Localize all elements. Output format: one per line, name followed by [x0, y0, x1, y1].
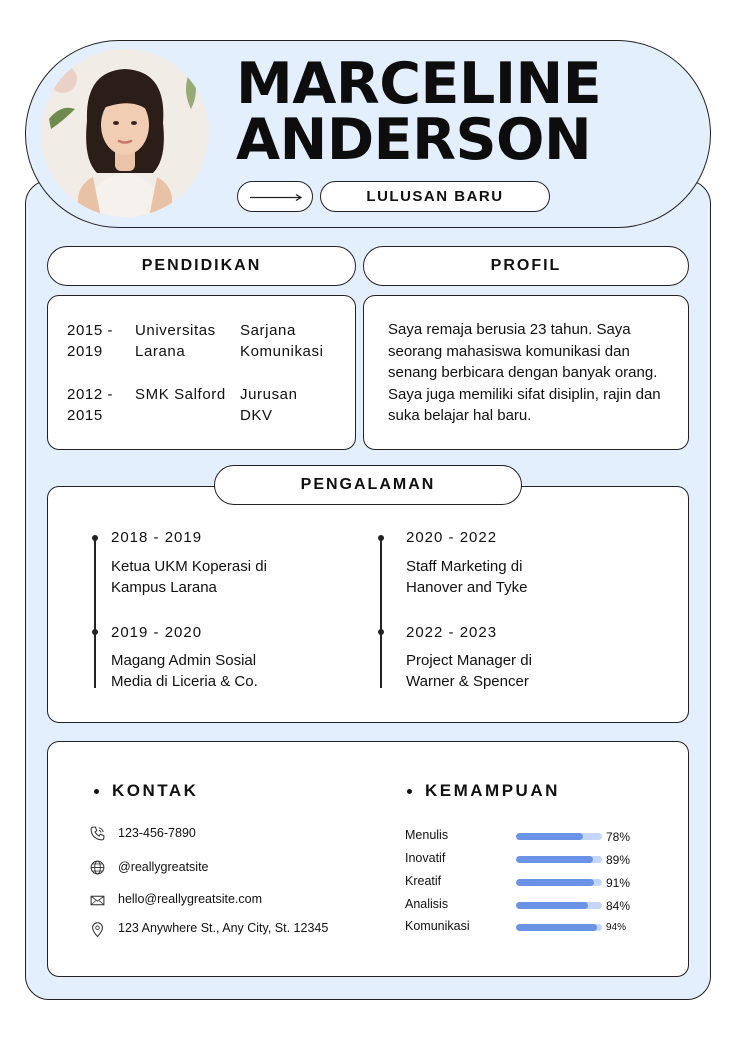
job-title-badge: LULUSAN BARU: [320, 181, 550, 212]
first-name: MARCELINE: [236, 51, 602, 117]
contact-email: hello@reallygreatsite.com: [118, 892, 263, 906]
education-years: 2015 - 2019: [67, 322, 114, 360]
timeline-dot: [92, 629, 98, 635]
bullet: [94, 789, 99, 794]
education-degree: Sarjana Komunikasi: [240, 322, 324, 360]
skill-bar-fill: [516, 856, 593, 863]
last-name: ANDERSON: [236, 107, 592, 173]
timeline-line-right: [380, 540, 382, 688]
skill-label: Inovatif: [405, 851, 446, 865]
contact-phone: 123-456-7890: [118, 826, 196, 840]
experience-years: 2019 - 2020: [111, 624, 203, 641]
experience-years: 2022 - 2023: [406, 624, 498, 641]
experience-desc: Staff Marketing di Hanover and Tyke: [406, 558, 528, 596]
arrow-right-icon: [238, 182, 314, 213]
timeline-dot: [378, 535, 384, 541]
experience-desc: Magang Admin Sosial Media di Liceria & Co.: [111, 652, 258, 690]
mail-icon: [89, 892, 106, 909]
profile-heading: PROFIL: [363, 246, 689, 286]
full-name: [236, 51, 602, 173]
skill-label: Menulis: [405, 828, 449, 842]
timeline-dot: [92, 535, 98, 541]
education-years: 2012 - 2015: [67, 386, 114, 424]
education-box: [47, 295, 356, 450]
skill-percent: 84%: [606, 899, 631, 913]
profile-text: Saya remaja berusia 23 tahun. Saya seorang mahasiswa komunikasi dan senang berbicara dengan banyak orang. Saya juga memiliki sifat disiplin, rajin dan suka belajar hal baru.: [388, 321, 661, 424]
contact-website: @reallygreatsite: [118, 860, 209, 874]
education-degree: Jurusan DKV: [240, 386, 298, 424]
skill-label: Analisis: [405, 897, 449, 911]
timeline-dot: [378, 629, 384, 635]
skill-bar: [516, 856, 602, 863]
experience-years: 2018 - 2019: [111, 529, 203, 546]
phone-icon: [89, 825, 106, 842]
education-school: SMK Salford: [135, 386, 226, 403]
skill-bar-fill: [516, 924, 597, 931]
skill-label: Komunikasi: [405, 919, 470, 933]
skills-heading: KEMAMPUAN: [425, 781, 560, 800]
education-school: Universitas Larana: [135, 322, 216, 360]
skill-bar-fill: [516, 879, 594, 886]
experience-years: 2020 - 2022: [406, 529, 498, 546]
skill-percent: 89%: [606, 853, 631, 867]
skill-bar: [516, 924, 602, 931]
contact-heading: KONTAK: [112, 781, 199, 800]
skill-percent: 78%: [606, 830, 631, 844]
experience-desc: Project Manager di Warner & Spencer: [406, 652, 532, 690]
skill-percent: 91%: [606, 876, 631, 890]
skill-bar: [516, 902, 602, 909]
arrow-pill: [237, 181, 313, 212]
skill-bar: [516, 833, 602, 840]
skill-percent: 94%: [606, 922, 627, 933]
experience-heading: PENGALAMAN: [214, 465, 522, 505]
globe-icon: [89, 859, 106, 876]
education-heading: PENDIDIKAN: [47, 246, 356, 286]
location-pin-icon: [89, 921, 106, 938]
skill-bar: [516, 879, 602, 886]
bullet: [407, 789, 412, 794]
skill-label: Kreatif: [405, 874, 442, 888]
skill-bar-fill: [516, 902, 588, 909]
contact-address: 123 Anywhere St., Any City, St. 12345: [118, 921, 329, 935]
experience-desc: Ketua UKM Koperasi di Kampus Larana: [111, 558, 267, 596]
skill-bar-fill: [516, 833, 583, 840]
profile-photo: [41, 49, 209, 217]
timeline-line-left: [94, 540, 96, 688]
